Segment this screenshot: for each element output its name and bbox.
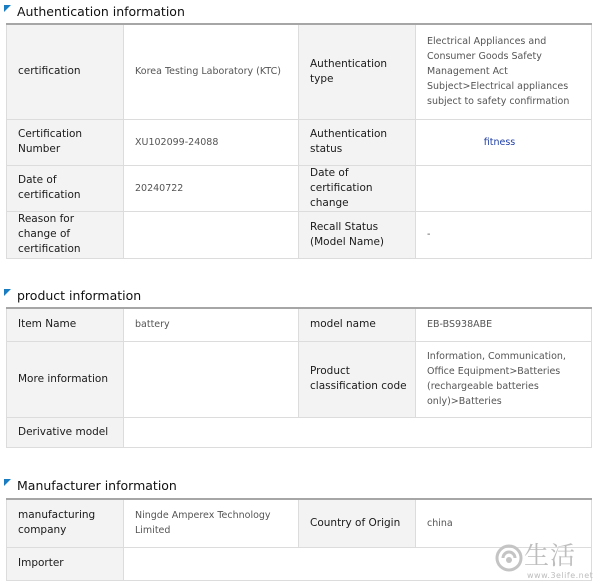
cert-number-value: XU102099-24088 xyxy=(124,119,299,165)
more-info-value xyxy=(124,341,299,417)
table-row xyxy=(7,341,592,417)
change-reason-value xyxy=(124,211,299,258)
company-label: manufacturing company xyxy=(7,499,124,547)
auth-status-value: fitness xyxy=(416,119,592,165)
watermark-logo-icon xyxy=(494,543,524,573)
watermark-url: www.3elife.net xyxy=(527,571,594,580)
table-row xyxy=(7,499,592,547)
table-row xyxy=(7,24,592,119)
authentication-table xyxy=(6,23,592,259)
origin-value: china xyxy=(416,499,592,547)
authentication-header xyxy=(4,2,185,20)
table-row xyxy=(7,165,592,211)
model-name-value: EB-BS938ABE xyxy=(416,308,592,341)
change-reason-label: Reason for change of certification xyxy=(7,211,124,258)
company-value: Ningde Amperex Technology Limited xyxy=(124,499,299,547)
section-marker-icon xyxy=(4,289,11,296)
cert-date-label: Date of certification xyxy=(7,165,124,211)
section-marker-icon xyxy=(4,5,11,12)
origin-label: Country of Origin xyxy=(299,499,416,547)
auth-type-label: Authentication type xyxy=(299,24,416,119)
table-row xyxy=(7,119,592,165)
manufacturer-header xyxy=(4,476,177,494)
manufacturer-title: Manufacturer information xyxy=(17,477,177,493)
recall-status-value: - xyxy=(416,211,592,258)
cert-date-value: 20240722 xyxy=(124,165,299,211)
item-name-value: battery xyxy=(124,308,299,341)
auth-status-label: Authentication status xyxy=(299,119,416,165)
importer-label: Importer xyxy=(7,547,124,580)
cert-change-date-label: Date of certification change xyxy=(299,165,416,211)
classification-label: Product classification code xyxy=(299,341,416,417)
model-name-label: model name xyxy=(299,308,416,341)
derivative-value xyxy=(124,417,592,447)
more-info-label: More information xyxy=(7,341,124,417)
cert-change-date-value xyxy=(416,165,592,211)
product-table xyxy=(6,307,592,448)
certification-value: Korea Testing Laboratory (KTC) xyxy=(124,24,299,119)
authentication-title: Authentication information xyxy=(17,3,185,19)
table-row xyxy=(7,417,592,447)
certification-label: certification xyxy=(7,24,124,119)
derivative-label: Derivative model xyxy=(7,417,124,447)
cert-number-label: Certification Number xyxy=(7,119,124,165)
watermark-text: 生活 xyxy=(524,541,577,570)
product-title: product information xyxy=(17,287,142,303)
classification-value: Information, Communication, Office Equipment>Batteries (rechargeable batteries only)>Batteries xyxy=(416,341,592,417)
watermark xyxy=(494,541,598,583)
section-marker-icon xyxy=(4,479,11,486)
recall-status-label: Recall Status (Model Name) xyxy=(299,211,416,258)
item-name-label: Item Name xyxy=(7,308,124,341)
product-header xyxy=(4,286,141,304)
auth-type-value: Electrical Appliances and Consumer Goods Safety Management Act Subject>Electrical appliances subject to safety confirmation xyxy=(416,24,592,119)
table-row xyxy=(7,211,592,258)
table-row xyxy=(7,308,592,341)
